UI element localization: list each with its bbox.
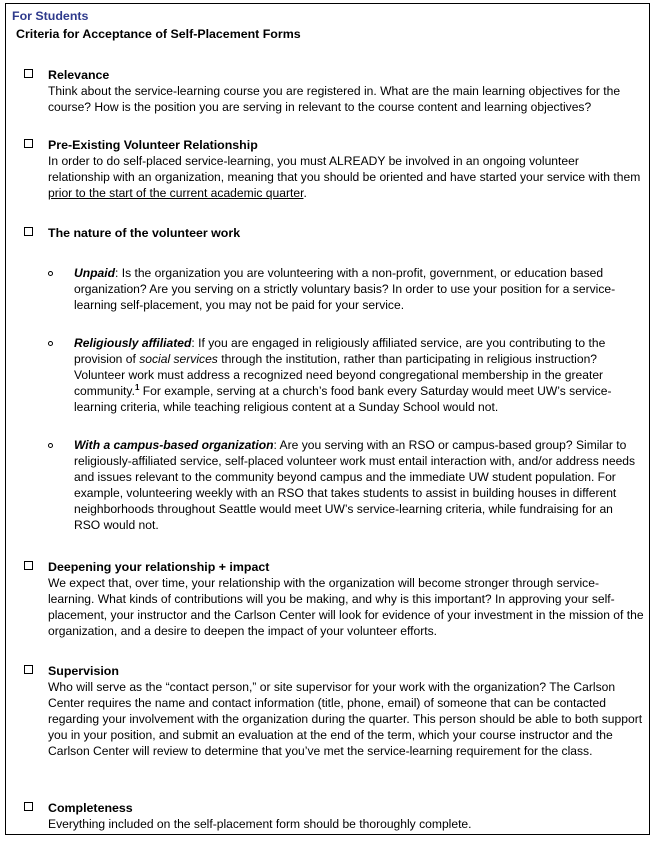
text-run: For example, serving at a church’s food bank every Saturday would meet UW’s service-learning criteria, while teaching religious content at a Sunday School would not. — [74, 384, 612, 415]
text-run: In order to do self-placed service-learning, you must ALREADY be involved in an ongoing volunteer relationship with an organization, meaning that you should be oriented and have started your service with them — [48, 154, 641, 185]
document-frame — [5, 3, 650, 835]
section-preexisting — [24, 137, 644, 201]
section-title: Pre-Existing Volunteer Relationship — [48, 138, 258, 152]
section-text — [48, 153, 644, 201]
audience-label: For Students — [12, 9, 89, 23]
checkbox-icon — [24, 139, 33, 148]
bullet-icon — [48, 443, 53, 448]
section-title: Relevance — [48, 68, 110, 82]
text-run: through the institution, rather than participating in religious instruction? Volunteer work must address a recognized need beyond congregational membership in the greater community. — [74, 352, 604, 399]
subitem-campus — [48, 437, 636, 534]
subitem-lead: Unpaid — [74, 266, 115, 280]
checkbox-icon — [24, 561, 33, 570]
section-relevance — [24, 67, 644, 115]
section-title: Completeness — [48, 801, 133, 815]
bullet-icon — [48, 271, 53, 276]
text-run: : Are you serving with an RSO or campus-based group? Similar to religiously-affiliated service, self-placed volunteer work must entail interaction with, and/or address needs and issues relevant to the community beyond campus and the immediate UW student population. For example, volunteering weekly with an RSO that takes students to assist in building houses in different neighborhoods throughout Seattle would meet UW’s service-learning criteria, while fundraising for an RSO would not. — [74, 438, 636, 533]
subitem-religious — [48, 335, 636, 415]
subitem-text — [74, 335, 636, 415]
section-supervision — [24, 663, 644, 760]
subitem-lead: With a campus-based organization — [74, 438, 274, 452]
text-run: : Is the organization you are volunteering with a non-profit, government, or education based organization? Are you serving on a strictly voluntary basis? In order to use your position for a service-learning self-placement, you may not be paid for your service. — [74, 266, 616, 313]
section-text: Everything included on the self-placement form should be thoroughly complete. — [48, 817, 472, 832]
checkbox-icon — [24, 665, 33, 674]
checkbox-icon — [24, 69, 33, 78]
section-nature — [24, 225, 644, 241]
page-title: Criteria for Acceptance of Self-Placement Forms — [16, 27, 301, 41]
subitem-lead: Religiously affiliated — [74, 336, 192, 350]
section-text: We expect that, over time, your relationship with the organization will become stronger through service-learning. What kinds of contributions will you be making, and why is this important? In approving your self-placement, your instructor and the Carlson Center will look for evidence of your investment in the mission of the organization, and a desire to deepen the impact of your volunteer efforts. — [48, 576, 644, 639]
text-run: . — [303, 186, 307, 201]
text-run: : If you are engaged in religiously affiliated service, are you contributing to the provision of — [74, 336, 606, 367]
footnote-marker: 1 — [134, 383, 140, 393]
section-text: Think about the service-learning course you are registered in. What are the main learning objectives for the course? How is the position you are serving in relevant to the course content and learning objectives? — [48, 84, 621, 115]
section-title: The nature of the volunteer work — [48, 226, 241, 240]
section-title: Deepening your relationship + impact — [48, 560, 270, 574]
checkbox-icon — [24, 802, 33, 811]
section-completeness — [24, 800, 644, 832]
section-text: Who will serve as the “contact person,” or site supervisor for your work with the organization? The Carlson Center requires the name and contact information (title, phone, email) of someone that can be contacted regarding your involvement with the organization during the quarter. This person should be able to both support you in your position, and submit an evaluation at the end of the term, which your course instructor and the Carlson Center will review to determine that you’ve met the service-learning requirement for the class. — [48, 680, 643, 759]
section-deepening — [24, 559, 644, 639]
section-title: Supervision — [48, 664, 119, 678]
subitem-unpaid — [48, 265, 636, 313]
subitem-text — [74, 265, 636, 313]
subitem-text — [74, 437, 636, 534]
checkbox-icon — [24, 227, 33, 236]
italic-text: social services — [139, 352, 218, 367]
underlined-text: prior to the start of the current academic quarter — [48, 186, 304, 201]
bullet-icon — [48, 341, 53, 346]
